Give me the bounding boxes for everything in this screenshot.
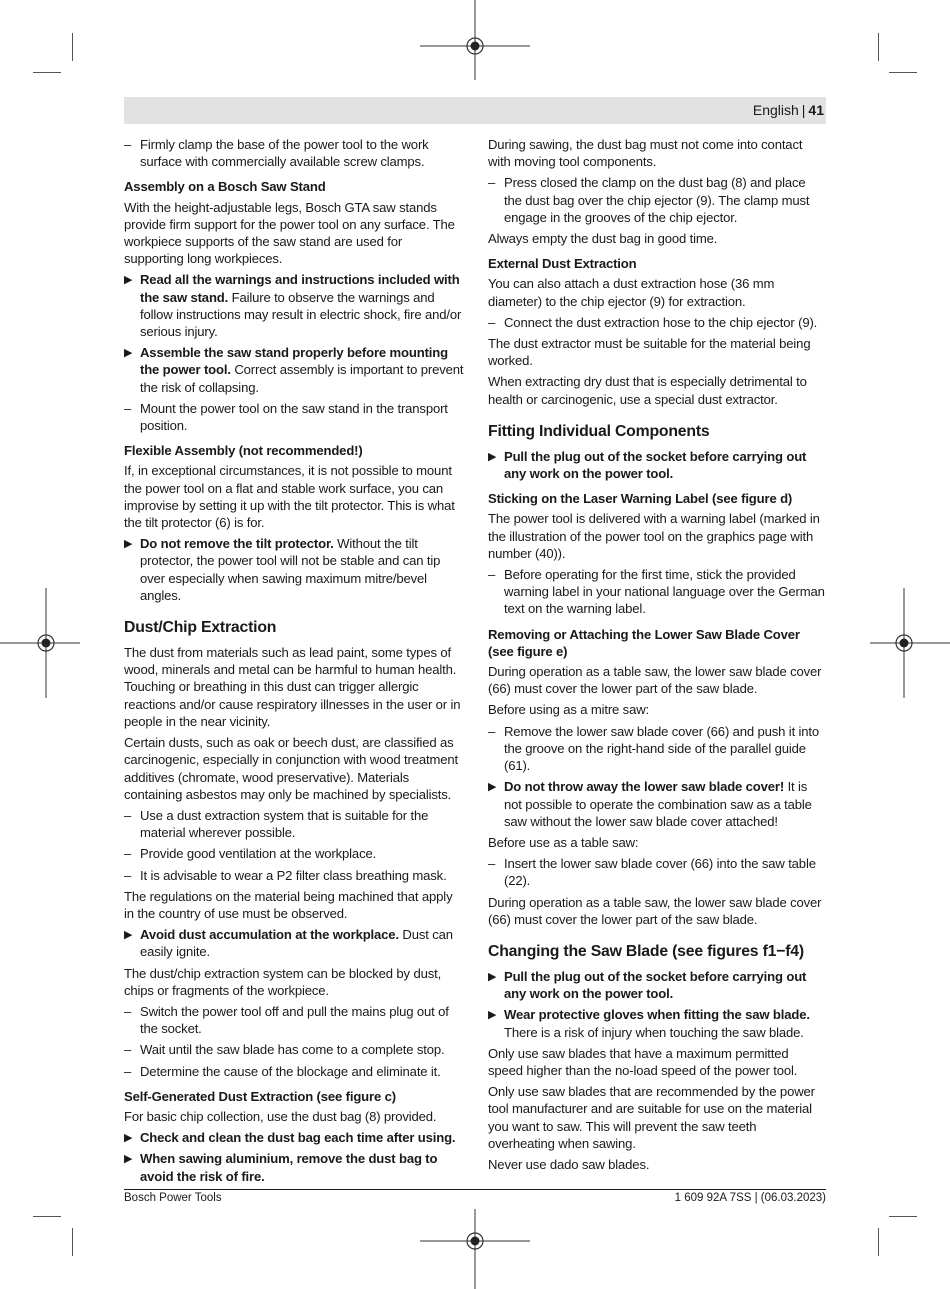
warning-item — [488, 1006, 826, 1040]
crop-mark — [889, 72, 917, 73]
instruction-item — [124, 1063, 464, 1080]
warning-bold: Do not remove the tilt protector. — [140, 536, 334, 552]
registration-mark-icon — [870, 588, 950, 698]
dash-marker: – — [124, 137, 132, 152]
instruction-item — [488, 723, 826, 775]
page-header: English | 41 — [752, 102, 824, 118]
warning-bold: Read all the warnings and instructions included with the saw stand. — [140, 272, 460, 305]
subheading: Sticking on the Laser Warning Label (see figure d) — [488, 491, 793, 507]
subheading: Self-Generated Dust Extraction (see figure c) — [124, 1088, 396, 1104]
instruction-text: Use a dust extraction system that is suitable for the material wherever possible. — [140, 807, 429, 841]
instruction-text: Firmly clamp the base of the power tool to the work surface with commercially available screw clamps. — [140, 137, 429, 170]
instruction-text: Switch the power tool off and pull the mains plug out of the socket. — [140, 1003, 449, 1037]
crop-mark — [33, 72, 61, 73]
paragraph: For basic chip collection, use the dust bag (8) provided. — [124, 1108, 437, 1124]
instruction-item — [124, 400, 464, 434]
warning-arrow-icon: ▶ — [124, 274, 133, 287]
paragraph: Only use saw blades that have a maximum permitted speed higher than the no-load speed of the power tool. — [488, 1045, 798, 1078]
warning-arrow-icon: ▶ — [124, 1153, 133, 1166]
paragraph: With the height-adjustable legs, Bosch GTA saw stands provide firm support for the power tool on any surface. The workpiece supports of the saw stand are used for supporting long workpieces. — [124, 199, 455, 267]
paragraph: The dust/chip extraction system can be blocked by dust, chips or fragments of the workpiece. — [124, 965, 442, 998]
warning-item — [488, 968, 826, 1002]
dash-marker: – — [124, 1003, 132, 1019]
paragraph: Never use dado saw blades. — [488, 1156, 650, 1172]
instruction-text: Connect the dust extraction hose to the chip ejector (9). — [504, 314, 818, 330]
instruction-item — [488, 566, 826, 618]
footer-doc-ref: 1 609 92A 7SS | (06.03.2023) — [674, 1192, 826, 1204]
warning-item — [124, 344, 464, 396]
paragraph: The dust from materials such as lead paint, some types of wood, minerals and metal can be harmful to human health. Touching or breathing in this dust can trigger allergic reactions and/or cause respiratory illnesses in the user or in people in the near vicinity. — [124, 645, 461, 729]
instruction-text: Insert the lower saw blade cover (66) into the saw table (22). — [504, 856, 816, 889]
left-column — [124, 136, 464, 1189]
instruction-item — [124, 1003, 464, 1037]
instruction-text: It is advisable to wear a P2 filter class breathing mask. — [140, 867, 447, 883]
warning-bold: Assemble the saw stand properly before mounting the power tool. — [140, 345, 448, 378]
warning-item — [124, 926, 464, 960]
page-number: 41 — [808, 102, 824, 118]
crop-mark — [33, 1216, 61, 1217]
paragraph: When extracting dry dust that is especially detrimental to health or carcinogenic, use a special dust extractor. — [488, 374, 807, 407]
instruction-text: Mount the power tool on the saw stand in the transport position. — [140, 400, 448, 434]
section-heading: Fitting Individual Components — [488, 422, 710, 440]
instruction-text: Wait until the saw blade has come to a complete stop. — [140, 1042, 445, 1058]
subheading: External Dust Extraction — [488, 256, 637, 272]
registration-mark-icon — [420, 0, 530, 80]
warning-bold: When sawing aluminium, remove the dust bag to avoid the risk of fire. — [140, 1151, 438, 1184]
warning-text: Dust can easily ignite. — [140, 927, 453, 960]
paragraph: During operation as a table saw, the lower saw blade cover (66) must cover the lower part of the saw blade. — [488, 894, 822, 927]
crop-mark — [878, 1228, 879, 1256]
paragraph: The dust extractor must be suitable for the material being worked. — [488, 336, 811, 369]
dash-marker: – — [124, 807, 132, 823]
instruction-item — [124, 807, 464, 841]
paragraph: The regulations on the material being machined that apply in the country of use must be observed. — [124, 888, 453, 921]
warning-bold: Do not throw away the lower saw blade cover! — [504, 779, 785, 795]
dash-marker: – — [488, 175, 496, 191]
section-heading: Changing the Saw Blade (see figures f1−f4) — [488, 942, 804, 960]
instruction-item — [124, 845, 464, 862]
instruction-text: Press closed the clamp on the dust bag (8) and place the dust bag over the chip ejector (9). The clamp must engage in the grooves of the chip ejector. — [504, 175, 810, 225]
warning-arrow-icon: ▶ — [124, 538, 133, 551]
instruction-text: Determine the cause of the blockage and eliminate it. — [140, 1063, 441, 1079]
warning-text: There is a risk of injury when touching the saw blade. — [504, 1024, 804, 1040]
warning-bold: Pull the plug out of the socket before carrying out any work on the power tool. — [504, 968, 807, 1002]
subheading: Flexible Assembly (not recommended!) — [124, 443, 363, 459]
dash-marker: – — [124, 400, 132, 416]
warning-arrow-icon: ▶ — [488, 1009, 497, 1022]
dash-marker: – — [488, 723, 496, 739]
warning-item — [488, 778, 826, 830]
crop-mark — [72, 1228, 73, 1256]
paragraph: If, in exceptional circumstances, it is not possible to mount the power tool on a flat and stable work surface, you can improvise by setting it up with the tilt protector. This is what the tilt protector (6) is for. — [124, 463, 455, 531]
warning-arrow-icon: ▶ — [488, 970, 497, 983]
warning-bold: Pull the plug out of the socket before carrying out any work on the power tool. — [504, 448, 807, 482]
paragraph: During operation as a table saw, the lower saw blade cover (66) must cover the lower part of the saw blade. — [488, 664, 822, 697]
warning-item — [124, 1150, 464, 1184]
paragraph: Before use as a table saw: — [488, 834, 639, 850]
dash-marker: – — [124, 846, 132, 862]
subheading: Assembly on a Bosch Saw Stand — [124, 179, 326, 195]
footer-publisher: Bosch Power Tools — [124, 1192, 222, 1204]
header-language: English — [752, 102, 799, 118]
warning-item — [124, 1129, 464, 1146]
instruction-item — [124, 867, 464, 884]
warning-arrow-icon: ▶ — [124, 1132, 133, 1145]
instruction-text: Remove the lower saw blade cover (66) and push it into the groove on the right-hand side of the parallel guide (61). — [504, 723, 820, 774]
section-heading: Dust/Chip Extraction — [124, 619, 277, 637]
instruction-text: Before operating for the first time, stick the provided warning label in your national language over the German text on the warning label. — [504, 567, 825, 617]
warning-text: It is not possible to operate the combination saw as a table saw without the lower saw blade cover attached! — [504, 779, 812, 829]
warning-item — [124, 271, 464, 340]
warning-item — [488, 448, 826, 482]
warning-bold: Check and clean the dust bag each time after using. — [140, 1130, 456, 1146]
paragraph: Only use saw blades that are recommended by the power tool manufacturer and are suitable for use on the material you want to saw. This will prevent the saw teeth overheating when sawing. — [488, 1084, 815, 1151]
warning-bold: Wear protective gloves when fitting the saw blade. — [504, 1007, 810, 1023]
paragraph: The power tool is delivered with a warning label (marked in the illustration of the power tool on the graphics page with number (40)). — [488, 511, 820, 561]
paragraph: During sawing, the dust bag must not come into contact with moving tool components. — [488, 137, 803, 170]
registration-mark-icon — [420, 1209, 530, 1289]
footer-rule — [124, 1189, 826, 1190]
warning-text: Correct assembly is important to prevent the risk of collapsing. — [140, 362, 464, 395]
dash-marker: – — [124, 867, 132, 883]
instruction-item — [488, 855, 826, 889]
warning-text: Failure to observe the warnings and follow instructions may result in electric shock, fire and/or serious injury. — [140, 289, 462, 340]
instruction-text: Provide good ventilation at the workplace. — [140, 846, 377, 862]
paragraph: Certain dusts, such as oak or beech dust, are classified as carcinogenic, especially in conjunction with wood treatment additives (chromate, wood preservative). Materials containing asbestos may only be machined by specialists. — [124, 735, 458, 802]
paragraph: You can also attach a dust extraction hose (36 mm diameter) to the chip ejector (9) for extraction. — [488, 276, 775, 309]
warning-arrow-icon: ▶ — [488, 450, 497, 463]
warning-text: Without the tilt protector, the power tool will not be stable and can tip over especially when sawing maximum mitre/bevel angles. — [140, 536, 441, 603]
warning-arrow-icon: ▶ — [488, 781, 497, 794]
warning-bold: Avoid dust accumulation at the workplace. — [140, 927, 399, 943]
crop-mark — [889, 1216, 917, 1217]
dash-marker: – — [124, 1042, 132, 1058]
registration-mark-icon — [0, 588, 80, 698]
paragraph: Always empty the dust bag in good time. — [488, 231, 718, 247]
instruction-item — [124, 1041, 464, 1058]
dash-marker: – — [488, 314, 496, 330]
warning-arrow-icon: ▶ — [124, 347, 133, 360]
warning-arrow-icon: ▶ — [124, 929, 133, 942]
header-band — [124, 97, 826, 124]
instruction-item — [124, 136, 464, 170]
warning-item — [124, 535, 464, 604]
dash-marker: – — [124, 1063, 132, 1079]
paragraph: Before using as a mitre saw: — [488, 702, 650, 718]
crop-mark — [878, 33, 879, 61]
crop-mark — [72, 33, 73, 61]
subheading: Removing or Attaching the Lower Saw Blade Cover (see figure e) — [488, 626, 800, 659]
instruction-item — [488, 174, 826, 226]
dash-marker: – — [488, 856, 496, 872]
dash-marker: – — [488, 567, 496, 583]
right-column — [488, 136, 826, 1177]
instruction-item — [488, 314, 826, 331]
